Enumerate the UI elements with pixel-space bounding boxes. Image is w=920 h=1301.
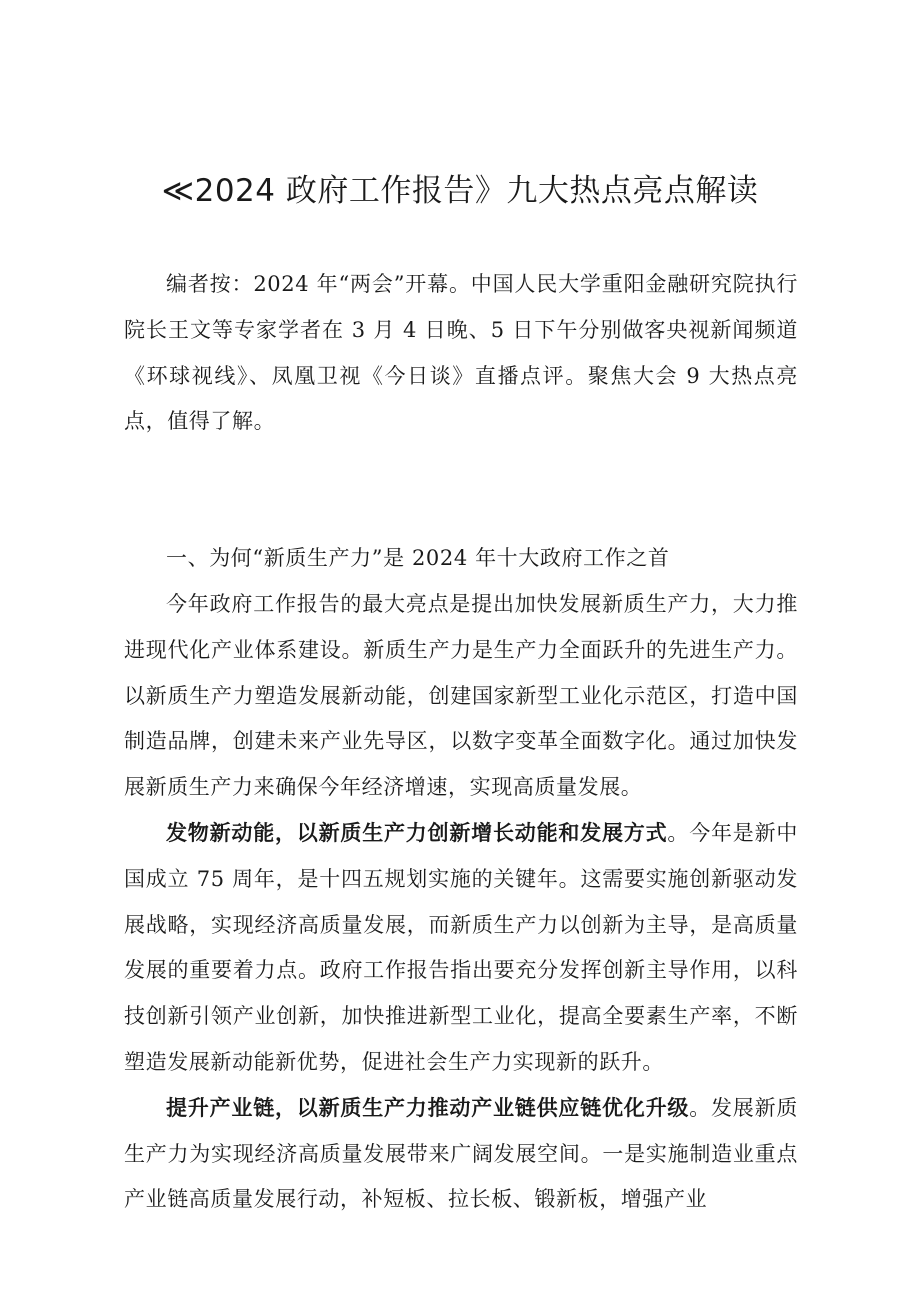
- section-heading: 一、为何“新质生产力”是 2024 年十大政府工作之首: [166, 546, 670, 571]
- point-lead-2: 提升产业链，以新质生产力推动产业链供应链优化升级: [166, 1095, 690, 1120]
- point-lead-1: 发物新动能，以新质生产力创新增长动能和发展方式: [166, 820, 668, 845]
- editor-note: 编者按：2024 年“两会”开幕。中国人民大学重阳金融研究院执行院长王文等专家学者在 3 月 4 日晚、5 日下午分别做客央视新闻频道《环球视线》、凤凰卫视《今日谈》直播点评。聚焦大会 9 大热点亮点，值得了解。: [124, 272, 798, 434]
- point-text-2: 。发展新质生产力为实现经济高质量发展带来广阔发展空间。一是实施制造业重点产业链高质量发展行动，补短板、拉长板、锻新板，增强产业: [124, 1095, 799, 1212]
- document-body: [124, 262, 798, 1223]
- section-intro-paragraph: 今年政府工作报告的最大亮点是提出加快发展新质生产力，大力推进现代化产业体系建设。新质生产力是生产力全面跃升的先进生产力。以新质生产力塑造发展新动能，创建国家新型工业化示范区，打造中国制造品牌，创建未来产业先导区，以数字变革全面数字化。通过加快发展新质生产力来确保今年经济增速，实现高质量发展。: [124, 591, 798, 800]
- point-paragraph-1: [124, 811, 798, 1086]
- point-text-1: 。今年是新中国成立 75 周年，是十四五规划实施的关键年。这需要实施创新驱动发展战略，实现经济高质量发展，而新质生产力以创新为主导，是高质量发展的重要着力点。政府工作报告指出要充分发挥创新主导作用，以科技创新引领产业创新，加快推进新型工业化，提高全要素生产率，不断塑造发展新动能新优势，促进社会生产力实现新的跃升。: [124, 820, 798, 1074]
- document-title: ≪2024 政府工作报告》九大热点亮点解读: [161, 173, 759, 209]
- point-paragraph-2: [124, 1086, 798, 1223]
- section-spacer: [124, 445, 798, 536]
